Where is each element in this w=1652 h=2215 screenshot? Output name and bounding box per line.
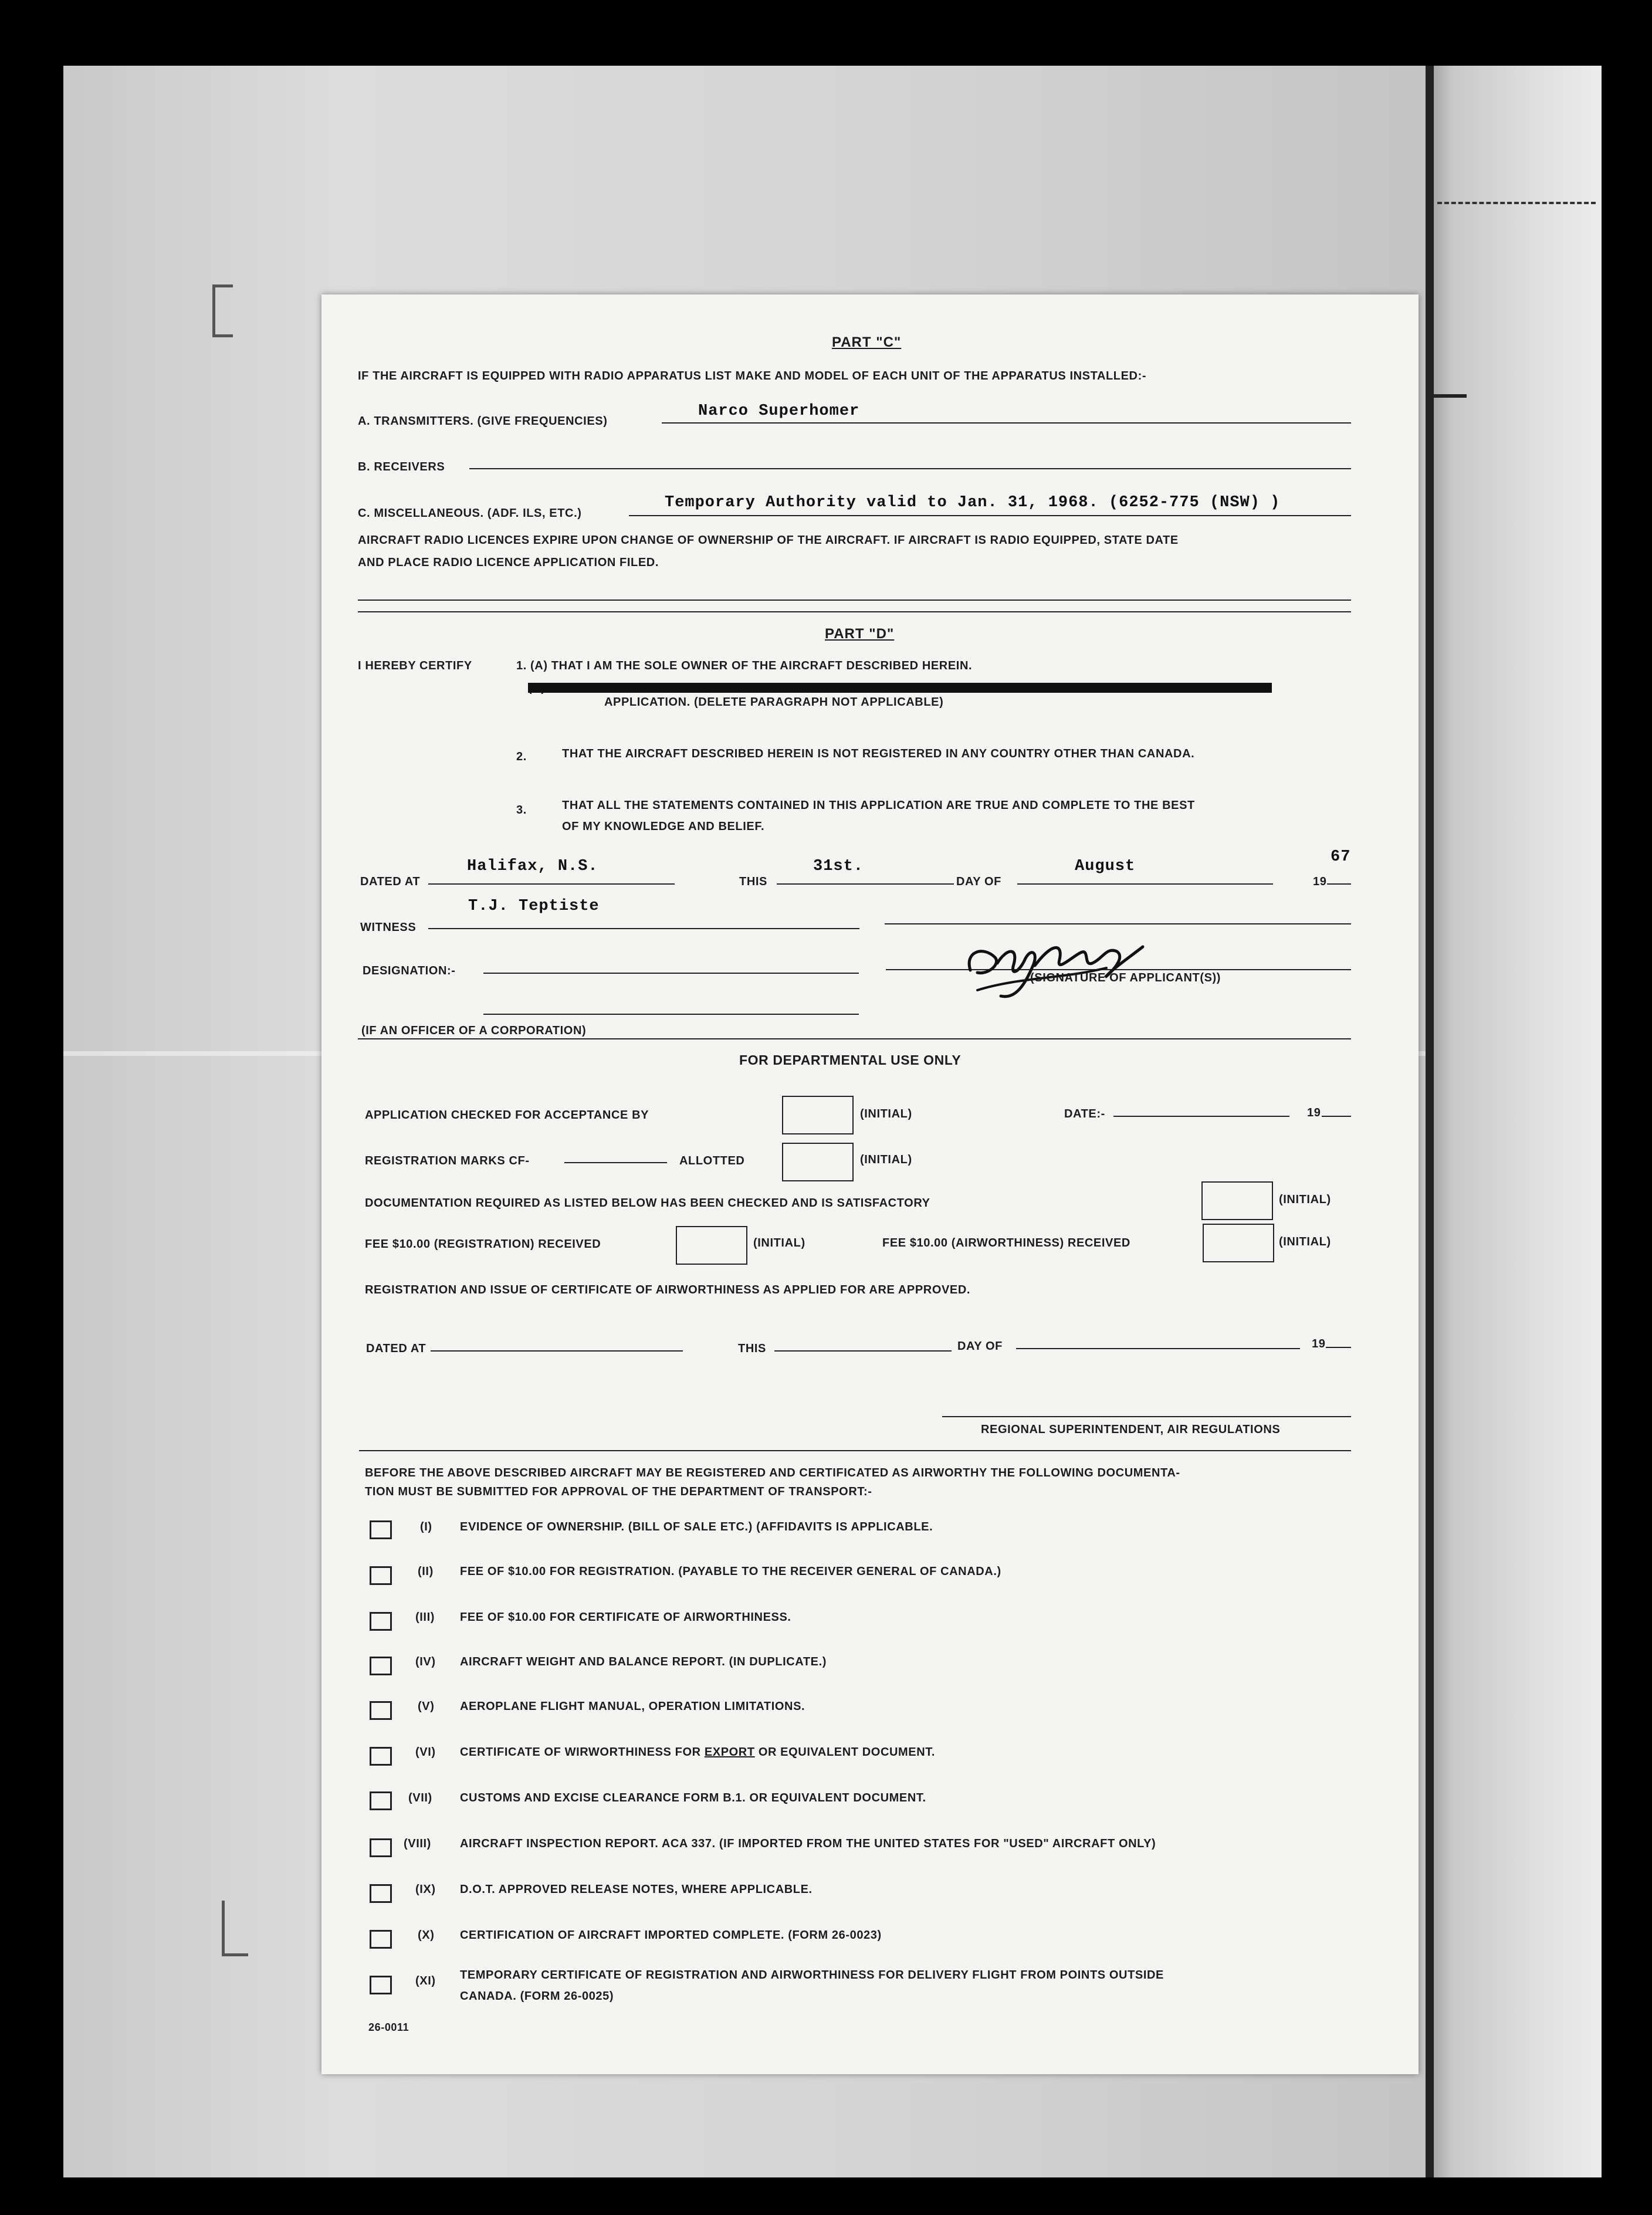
crop-bracket-top [212, 285, 233, 337]
this-value: 31st. [813, 858, 864, 875]
certify-item-1a: 1. (A) THAT I AM THE SOLE OWNER OF THE AIRCRAFT DESCRIBED HEREIN. [516, 659, 973, 672]
year-value: 67 [1331, 848, 1351, 866]
doc-item-text-pre: CERTIFICATE OF WIRWORTHINESS FOR [460, 1746, 705, 1759]
fee-registration-label: FEE $10.00 (REGISTRATION) RECEIVED [365, 1238, 601, 1251]
doc-checkbox[interactable] [370, 1612, 392, 1631]
doc-item-number: (II) [418, 1565, 434, 1578]
misc-value: Temporary Authority valid to Jan. 31, 1968. (6252-775 (NSW) ) [665, 494, 1281, 512]
crop-bracket-bottom [222, 1901, 248, 1956]
superintendent-signature-line [942, 1416, 1351, 1417]
page-edge-shadow [1426, 66, 1434, 2177]
documentation-label: DOCUMENTATION REQUIRED AS LISTED BELOW HAS BEEN CHECKED AND IS SATISFACTORY [365, 1197, 930, 1210]
doc-item-number: (I) [420, 1520, 432, 1533]
doc-checkbox[interactable] [370, 1657, 392, 1675]
doc-item-text: CUSTOMS AND EXCISE CLEARANCE FORM B.1. OR EQUIVALENT DOCUMENT. [460, 1791, 926, 1804]
doc-item-text-cont: CANADA. (FORM 26-0025) [460, 1990, 614, 2003]
certify-item-1b-cont: APPLICATION. (DELETE PARAGRAPH NOT APPLICABLE) [604, 696, 944, 709]
superintendent-label: REGIONAL SUPERINTENDENT, AIR REGULATIONS [981, 1423, 1281, 1436]
doc-item-number: (IX) [415, 1883, 436, 1896]
form-number: 26-0011 [368, 2021, 409, 2033]
day-of-label: DAY OF [956, 875, 1001, 888]
doc-item-text: D.O.T. APPROVED RELEASE NOTES, WHERE APPLICABLE. [460, 1883, 813, 1896]
doc-item-number: (VI) [415, 1746, 436, 1759]
dept-year-prefix: 19 [1312, 1337, 1326, 1350]
dept-dated-at-label: DATED AT [366, 1342, 426, 1355]
arrow-mark [1431, 394, 1467, 398]
approved-label: REGISTRATION AND ISSUE OF CERTIFICATE OF AIRWORTHINESS AS APPLIED FOR ARE APPROVED. [365, 1283, 971, 1296]
doc-checkbox[interactable] [370, 1838, 392, 1857]
date-year-line [1322, 1116, 1351, 1117]
dept-year-line [1326, 1347, 1351, 1348]
transmitters-line [662, 422, 1351, 424]
redacted-paragraph-1b [528, 683, 1272, 693]
dept-day-of-line [1016, 1348, 1300, 1349]
departmental-end-line [359, 1450, 1351, 1451]
doc-item-number: (VII) [408, 1791, 432, 1804]
part-c-intro: IF THE AIRCRAFT IS EQUIPPED WITH RADIO APPARATUS LIST MAKE AND MODEL OF EACH UNIT OF THE APPARATUS INSTALLED:- [358, 370, 1147, 382]
docs-intro-1: BEFORE THE ABOVE DESCRIBED AIRCRAFT MAY BE REGISTERED AND CERTIFICATED AS AIRWORTHY THE FOLLOWING DOCUMENTA- [365, 1466, 1180, 1479]
doc-item-number: (XI) [415, 1974, 436, 1987]
doc-item-text: EVIDENCE OF OWNERSHIP. (BILL OF SALE ETC.) (AFFIDAVITS IS APPLICABLE. [460, 1520, 933, 1533]
misc-label: C. MISCELLANEOUS. (ADF. ILS, ETC.) [358, 507, 582, 520]
signature-label: (SIGNATURE OF APPLICANT(S)) [1030, 971, 1221, 984]
checked-label: APPLICATION CHECKED FOR ACCEPTANCE BY [365, 1109, 649, 1122]
this-line [777, 883, 954, 885]
year-line [1327, 883, 1351, 885]
officer-line [483, 1014, 859, 1015]
doc-checkbox[interactable] [370, 1976, 392, 1994]
licence-line-1 [358, 600, 1351, 601]
allotted-initial-label: (INITIAL) [860, 1153, 912, 1166]
date-line [1113, 1116, 1289, 1117]
doc-item-text-post: OR EQUIVALENT DOCUMENT. [754, 1746, 936, 1759]
designation-line [483, 973, 859, 974]
doc-item-number: (VIII) [404, 1837, 431, 1850]
doc-checkbox[interactable] [370, 1747, 392, 1766]
allotted-label: ALLOTTED [679, 1154, 745, 1167]
date-year-prefix: 19 [1307, 1106, 1321, 1119]
checked-initial-label: (INITIAL) [860, 1108, 912, 1120]
part-c-heading: PART "C" [832, 334, 902, 350]
licence-note-1: AIRCRAFT RADIO LICENCES EXPIRE UPON CHANGE OF OWNERSHIP OF THE AIRCRAFT. IF AIRCRAFT IS RADIO EQUIPPED, STATE DATE [358, 534, 1179, 547]
registration-form [321, 294, 1419, 2074]
certify-item-2: THAT THE AIRCRAFT DESCRIBED HEREIN IS NOT REGISTERED IN ANY COUNTRY OTHER THAN CANADA. [562, 747, 1195, 760]
doc-item-text: FEE OF $10.00 FOR REGISTRATION. (PAYABLE TO THE RECEIVER GENERAL OF CANADA.) [460, 1565, 1001, 1578]
doc-checkbox[interactable] [370, 1701, 392, 1720]
fee-registration-initial-box[interactable] [676, 1226, 747, 1265]
dated-at-value: Halifax, N.S. [467, 858, 598, 875]
allotted-initial-box[interactable] [782, 1143, 854, 1181]
certify-item-3-line1: THAT ALL THE STATEMENTS CONTAINED IN THIS APPLICATION ARE TRUE AND COMPLETE TO THE BEST [562, 799, 1195, 812]
departmental-heading: FOR DEPARTMENTAL USE ONLY [739, 1052, 962, 1068]
doc-item-number: (III) [415, 1611, 435, 1624]
doc-item-number: (V) [418, 1700, 435, 1713]
doc-item-text: TEMPORARY CERTIFICATE OF REGISTRATION AND AIRWORTHINESS FOR DELIVERY FLIGHT FROM POINTS OUTSIDE [460, 1969, 1164, 1982]
fee-registration-initial-label: (INITIAL) [753, 1237, 805, 1249]
receivers-line [469, 468, 1351, 469]
fee-airworthiness-initial-label: (INITIAL) [1279, 1235, 1331, 1248]
adjacent-page-edge [1426, 66, 1602, 2177]
year-prefix: 19 [1313, 875, 1327, 888]
fee-airworthiness-initial-box[interactable] [1203, 1224, 1274, 1262]
date-label: DATE:- [1064, 1108, 1105, 1120]
doc-item-text: AEROPLANE FLIGHT MANUAL, OPERATION LIMITATIONS. [460, 1700, 805, 1713]
transmitters-label: A. TRANSMITTERS. (GIVE FREQUENCIES) [358, 415, 608, 428]
doc-item-text [460, 1746, 935, 1759]
applicant-line-1 [885, 923, 1351, 924]
doc-item-number: (X) [418, 1929, 435, 1942]
receivers-label: B. RECEIVERS [358, 460, 445, 473]
certify-item-3-num: 3. [516, 804, 527, 817]
checked-initial-box[interactable] [782, 1096, 854, 1134]
this-label: THIS [739, 875, 767, 888]
reg-marks-line [564, 1162, 667, 1163]
doc-checkbox[interactable] [370, 1884, 392, 1903]
licence-note-2: AND PLACE RADIO LICENCE APPLICATION FILED. [358, 556, 659, 569]
dept-day-of-label: DAY OF [957, 1340, 1003, 1353]
designation-label: DESIGNATION:- [363, 964, 456, 977]
licence-line-2 [358, 611, 1351, 612]
doc-item-text: CERTIFICATION OF AIRCRAFT IMPORTED COMPLETE. (FORM 26-0023) [460, 1929, 882, 1942]
doc-item-number: (IV) [415, 1655, 436, 1668]
fee-airworthiness-label: FEE $10.00 (AIRWORTHINESS) RECEIVED [882, 1237, 1130, 1249]
doc-item-text: AIRCRAFT INSPECTION REPORT. ACA 337. (IF IMPORTED FROM THE UNITED STATES FOR "USED" AIRCRAFT ONLY) [460, 1837, 1156, 1850]
doc-checkbox[interactable] [370, 1930, 392, 1949]
part-d-heading: PART "D" [825, 626, 895, 642]
documentation-initial-label: (INITIAL) [1279, 1193, 1331, 1206]
certify-item-2-num: 2. [516, 750, 527, 763]
docs-intro-2: TION MUST BE SUBMITTED FOR APPROVAL OF THE DEPARTMENT OF TRANSPORT:- [365, 1485, 872, 1498]
dept-this-label: THIS [738, 1342, 766, 1355]
dept-dated-at-line [431, 1350, 683, 1352]
certify-item-3-line2: OF MY KNOWLEDGE AND BELIEF. [562, 820, 765, 833]
dated-at-label: DATED AT [360, 875, 421, 888]
day-of-value: August [1075, 858, 1136, 875]
doc-item-text: FEE OF $10.00 FOR CERTIFICATE OF AIRWORTHINESS. [460, 1611, 791, 1624]
dept-this-line [774, 1350, 952, 1352]
doc-checkbox[interactable] [370, 1520, 392, 1539]
transmitters-value: Narco Superhomer [698, 402, 860, 420]
day-of-line [1017, 883, 1273, 885]
dated-at-line [428, 883, 675, 885]
misc-line [629, 515, 1351, 516]
doc-checkbox[interactable] [370, 1566, 392, 1585]
dashed-mark [1437, 202, 1596, 204]
certify-label: I HEREBY CERTIFY [358, 659, 472, 672]
reg-marks-label: REGISTRATION MARKS CF- [365, 1154, 530, 1167]
witness-label: WITNESS [360, 921, 417, 934]
witness-value: T.J. Teptiste [468, 897, 600, 915]
documentation-initial-box[interactable] [1201, 1181, 1273, 1220]
witness-line [428, 928, 859, 929]
applicant-signature [960, 934, 1153, 1004]
part-d-end-line [358, 1038, 1351, 1039]
officer-label: (IF AN OFFICER OF A CORPORATION) [361, 1024, 587, 1037]
doc-item-text: AIRCRAFT WEIGHT AND BALANCE REPORT. (IN DUPLICATE.) [460, 1655, 827, 1668]
doc-item-text-underlined: EXPORT [704, 1746, 755, 1759]
doc-checkbox[interactable] [370, 1791, 392, 1810]
